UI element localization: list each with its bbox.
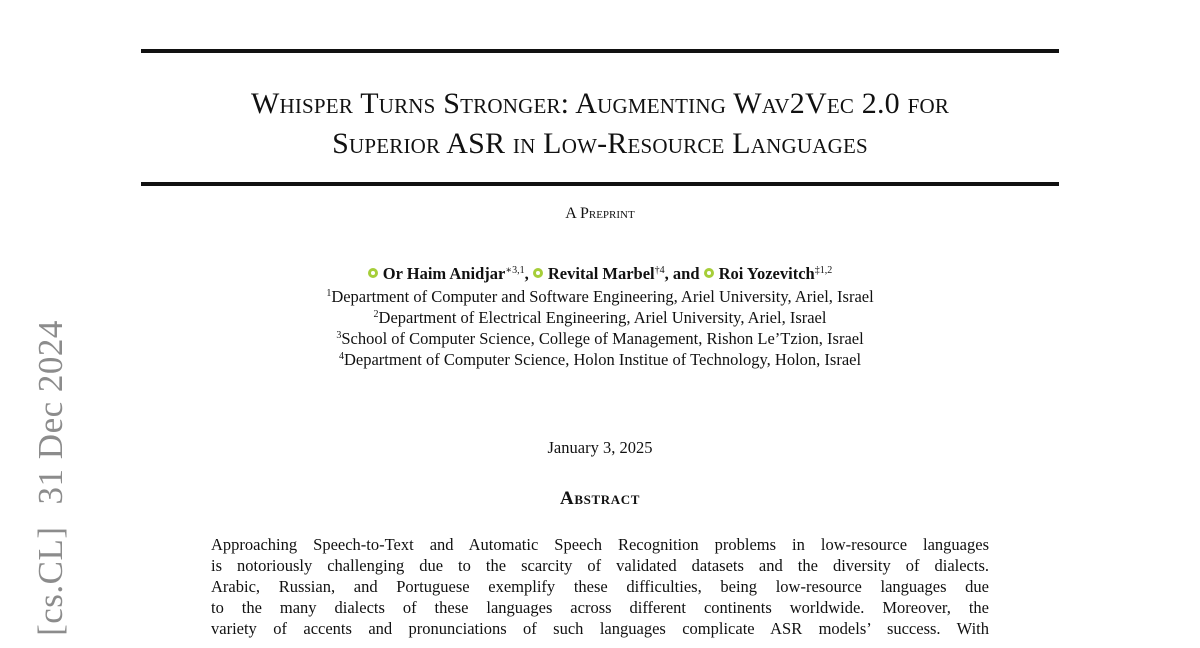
affiliation-number: 2 xyxy=(373,309,379,320)
abstract-line: to the many dialects of these languages across different continents worldwide. Moreover, the xyxy=(211,598,989,617)
paper-title xyxy=(141,84,1059,164)
author-marks: ∗3,1 xyxy=(505,265,525,276)
arxiv-date: 31 Dec 2024 xyxy=(31,320,70,505)
affiliation-text: School of Computer Science, College of Management, Rishon Le’Tzion, Israel xyxy=(341,329,864,348)
title-top-rule xyxy=(141,49,1059,53)
arxiv-side-stamp xyxy=(31,320,71,636)
author xyxy=(533,264,704,283)
affiliation xyxy=(141,286,1059,307)
affiliation xyxy=(141,328,1059,349)
author-name: Revital Marbel xyxy=(547,264,655,283)
abstract-heading: Abstract xyxy=(560,488,640,509)
abstract-line: variety of accents and pronunciations of such languages complicate ASR models’ success. With xyxy=(211,619,989,638)
title-line-1: Whisper Turns Stronger: Augmenting Wav2Vec 2.0 for xyxy=(250,87,950,120)
title-line-2: Superior ASR in Low-Resource Languages xyxy=(332,127,868,160)
orcid-icon[interactable] xyxy=(704,268,714,278)
abstract-line: Arabic, Russian, and Portuguese exemplify these difficulties, being low-resource languages due xyxy=(211,577,989,596)
abstract-body xyxy=(211,534,989,639)
author-list xyxy=(141,263,1059,285)
affiliation-list xyxy=(141,286,1059,370)
author-marks: †4 xyxy=(654,265,665,276)
preprint-label: A Preprint xyxy=(565,205,635,222)
affiliation-number: 1 xyxy=(326,288,332,299)
affiliation-text: Department of Electrical Engineering, Ariel University, Ariel, Israel xyxy=(378,308,827,327)
author-separator: , xyxy=(524,264,533,283)
orcid-icon[interactable] xyxy=(368,268,378,278)
author-name: Roi Yozevitch xyxy=(718,264,815,283)
author-separator: , and xyxy=(664,264,704,283)
abstract-line: is notoriously challenging due to the scarcity of validated datasets and the diversity of dialects. xyxy=(211,556,989,575)
affiliation-number: 4 xyxy=(338,351,344,362)
arxiv-category: [cs.CL] xyxy=(31,526,70,636)
author xyxy=(704,264,833,283)
author-name: Or Haim Anidjar xyxy=(382,264,506,283)
abstract-line: Approaching Speech-to-Text and Automatic Speech Recognition problems in low-resource languages xyxy=(211,535,989,554)
orcid-icon[interactable] xyxy=(533,268,543,278)
affiliation xyxy=(141,307,1059,328)
paper-date: January 3, 2025 xyxy=(547,438,653,457)
title-bottom-rule xyxy=(141,182,1059,186)
author xyxy=(368,264,533,283)
affiliation-text: Department of Computer Science, Holon Institue of Technology, Holon, Israel xyxy=(343,350,862,369)
affiliation-text: Department of Computer and Software Engineering, Ariel University, Ariel, Israel xyxy=(331,287,874,306)
affiliation-number: 3 xyxy=(336,330,342,341)
affiliation xyxy=(141,349,1059,370)
author-marks: ‡1,2 xyxy=(814,265,833,276)
